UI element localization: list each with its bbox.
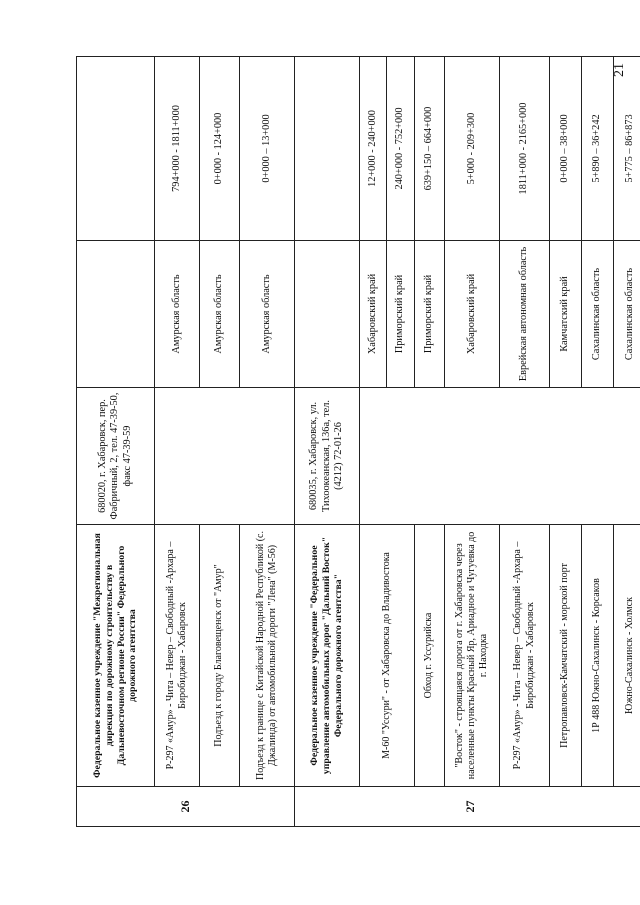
km-cell: 639+150 – 664+000 bbox=[415, 57, 445, 241]
km-cell: 5+000 - 209+300 bbox=[445, 57, 500, 241]
organization-name: Федеральное казенное учреждение "Федеральное управление автомобильных дорог "Дальний Восток" Федерального дорожного агентства" bbox=[295, 525, 360, 787]
address-empty-cell bbox=[155, 388, 295, 525]
roads-table bbox=[76, 56, 640, 827]
table-row bbox=[360, 57, 387, 827]
organization-name: Федеральное казенное учреждение "Межрегиональная дирекция по дорожному строительству в Дальневосточном регионе России" Федерального дорожного агентства bbox=[77, 525, 155, 787]
km-cell: 5+775 – 86+873 bbox=[614, 57, 640, 241]
subject-cell: Сахалинская область bbox=[614, 241, 640, 388]
subject-cell: Еврейская автономная область bbox=[500, 241, 550, 388]
table-row bbox=[77, 57, 155, 827]
km-cell: 5+890 – 36+242 bbox=[582, 57, 614, 241]
subject-cell: Приморский край bbox=[415, 241, 445, 388]
subject-cell: Хабаровский край bbox=[445, 241, 500, 388]
road-name: Подъезд к границе с Китайской Народной Республикой (с. Джалинда) от автомобильной дороги "Лена" (М-56) bbox=[240, 525, 295, 787]
km-cell: 240+000 - 752+000 bbox=[387, 57, 415, 241]
address-empty-cell bbox=[360, 388, 640, 525]
road-name: Обход г. Уссурийска bbox=[415, 525, 445, 787]
table-row bbox=[295, 57, 360, 827]
subject-cell: Хабаровский край bbox=[360, 241, 387, 388]
page-number: 21 bbox=[612, 63, 627, 77]
road-name: 1Р 488 Южно-Сахалинск - Корсаков bbox=[582, 525, 614, 787]
subject-cell: Приморский край bbox=[387, 241, 415, 388]
road-name: Петропавловск-Камчатский - морской порт bbox=[550, 525, 582, 787]
document-table-container bbox=[76, 57, 635, 827]
km-cell: 1811+000 - 2165+000 bbox=[500, 57, 550, 241]
subject-cell bbox=[77, 241, 155, 388]
subject-cell bbox=[295, 241, 360, 388]
km-cell: 12+000 - 240+000 bbox=[360, 57, 387, 241]
subject-cell: Камчатский край bbox=[550, 241, 582, 388]
road-name: Подъезд к городу Благовещенск от "Амур" bbox=[200, 525, 240, 787]
road-name: Р-297 «Амур» - Чита – Невер – Свободный -Архара – Биробиджан - Хабаровск bbox=[500, 525, 550, 787]
subject-cell: Амурская область bbox=[155, 241, 200, 388]
km-cell: 0+000 – 38+000 bbox=[550, 57, 582, 241]
km-cell: 0+000 - 124+000 bbox=[200, 57, 240, 241]
km-cell: 794+000 - 1811+000 bbox=[155, 57, 200, 241]
km-cell bbox=[295, 57, 360, 241]
organization-address: 680035, г. Хабаровск, ул. Тихоокеанская, 136а, тел. (4212) 72-01-26 bbox=[295, 388, 360, 525]
road-name: "Восток" - строящаяся дорога от г. Хабаровска через населенные пункты Красный Яр, Ариадное и Чугуевка до г. Находка bbox=[445, 525, 500, 787]
km-cell bbox=[77, 57, 155, 241]
road-name: Южно-Сахалинск - Холмск bbox=[614, 525, 640, 787]
organization-address: 680020, г. Хабаровск, пер. Фабричный, 2, тел. 47-39-50, факс 47-39-59 bbox=[77, 388, 155, 525]
subject-cell: Амурская область bbox=[240, 241, 295, 388]
row-number: 27 bbox=[295, 787, 640, 827]
row-number: 26 bbox=[77, 787, 295, 827]
subject-cell: Сахалинская область bbox=[582, 241, 614, 388]
road-name: М-60 "Уссури" - от Хабаровска до Владивостока bbox=[360, 525, 415, 787]
subject-cell: Амурская область bbox=[200, 241, 240, 388]
road-name: Р-297 «Амур» - Чита – Невер – Свободный -Архара – Биробиджан - Хабаровск bbox=[155, 525, 200, 787]
km-cell: 0+000 – 13+000 bbox=[240, 57, 295, 241]
table-row bbox=[155, 57, 200, 827]
